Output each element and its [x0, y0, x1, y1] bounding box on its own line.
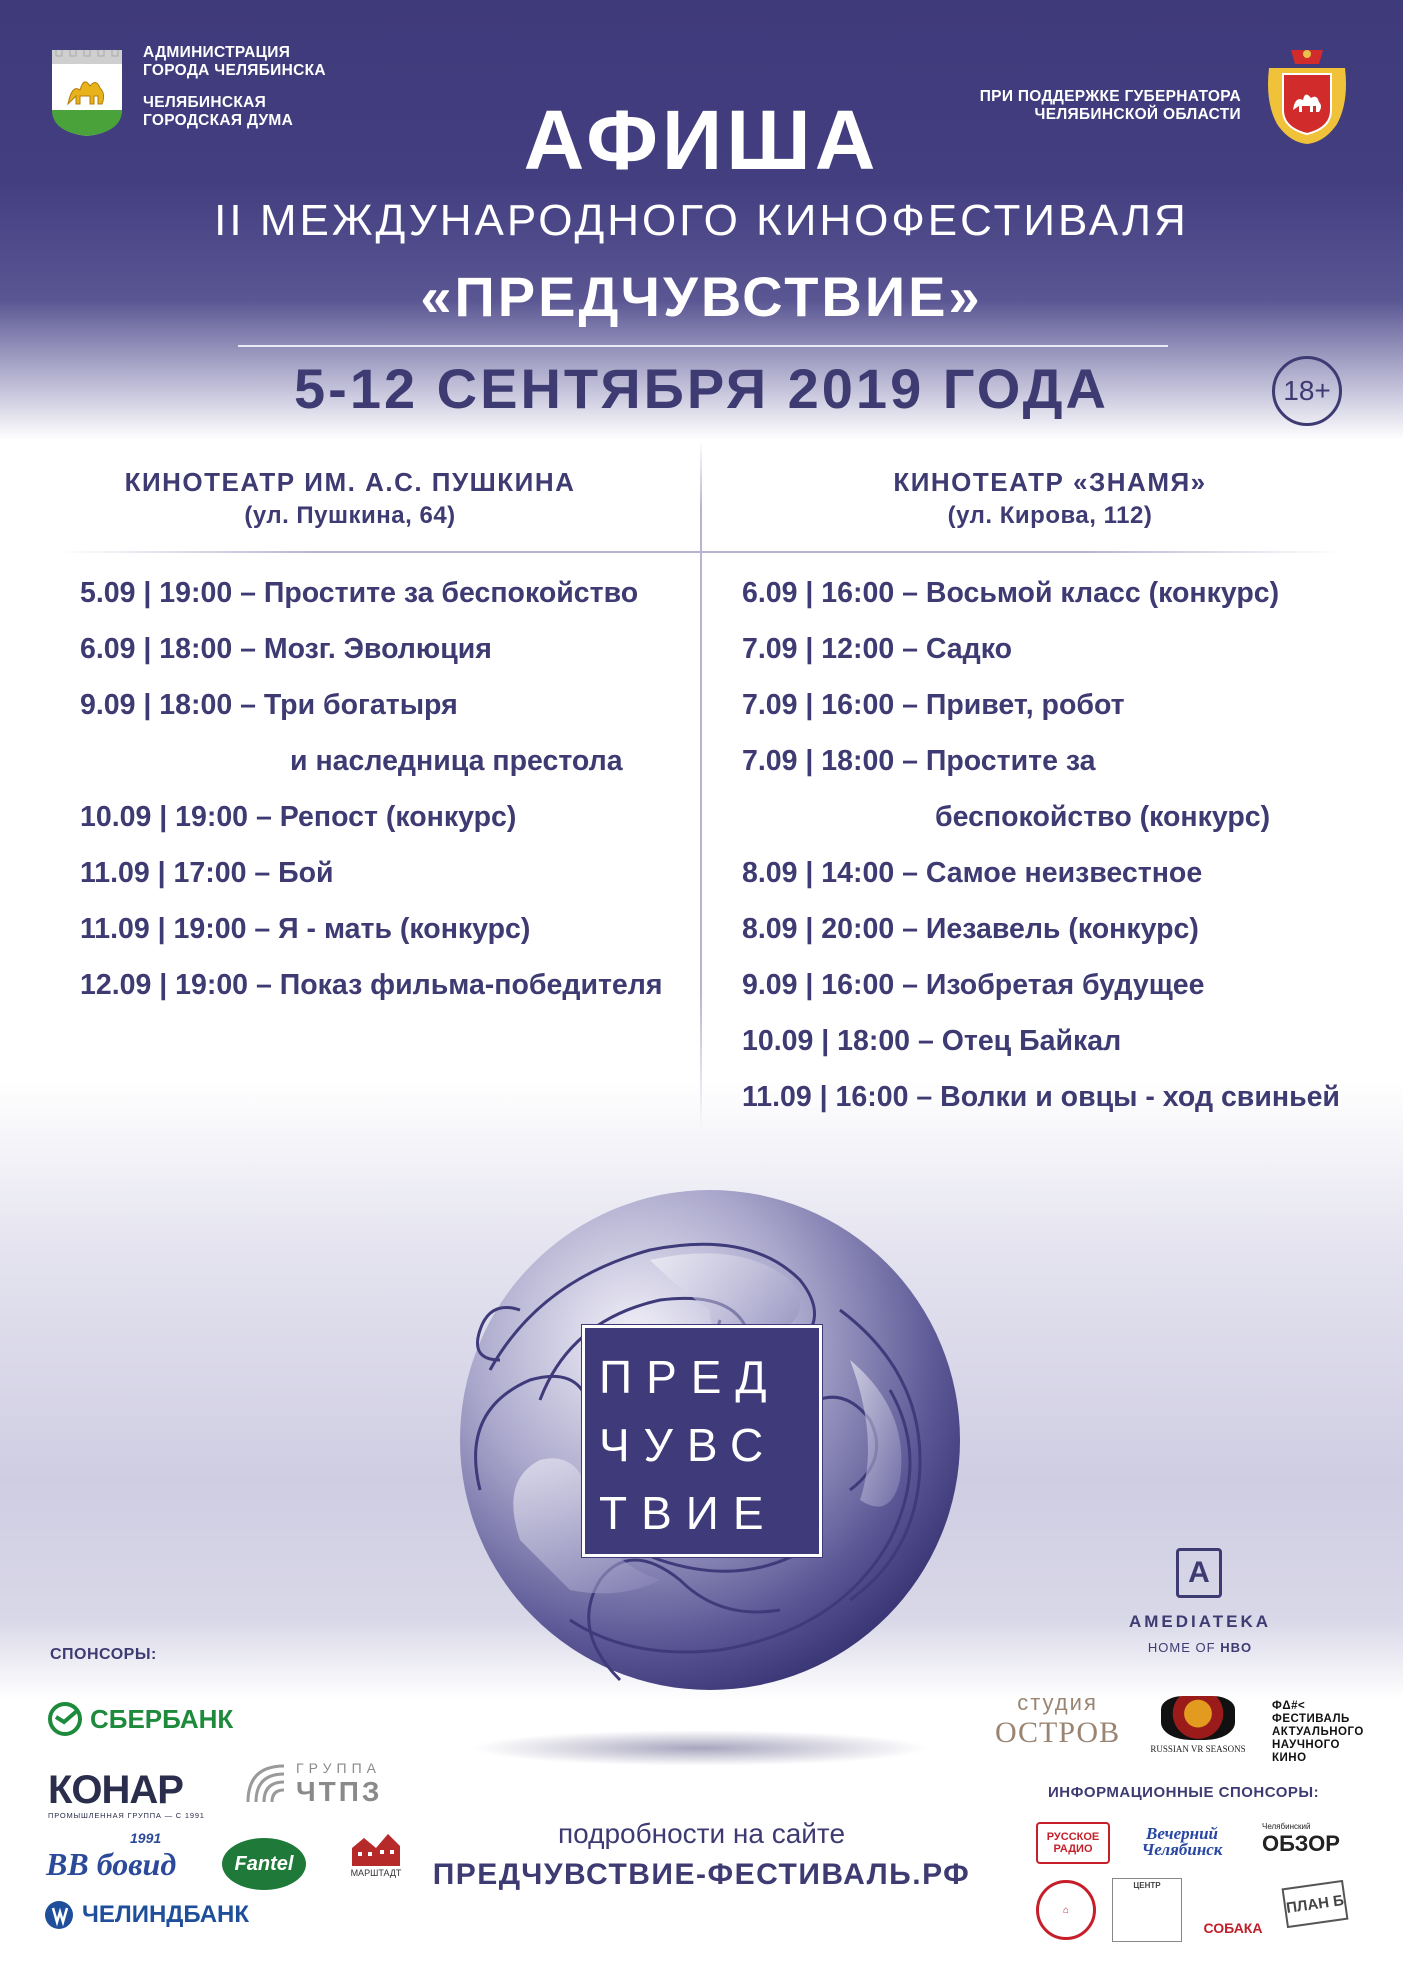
fantel-logo: Fantel: [222, 1838, 306, 1890]
russian-vr-seasons-logo: [1146, 1696, 1250, 1754]
screening-item: 10.09 | 19:00 – Репост (конкурс): [80, 801, 517, 833]
chtpz-group-label: ГРУППА: [296, 1760, 381, 1776]
screening-item: 7.09 | 16:00 – Привет, робот: [742, 689, 1125, 721]
sponsors-label: СПОНСОРЫ:: [50, 1646, 157, 1663]
konar-logo: [48, 1768, 205, 1820]
marshtadt-name: МАРШТАДТ: [350, 1868, 402, 1878]
amediateka-subtitle: [1110, 1640, 1290, 1655]
screening-item-continuation: беспокойство (конкурс): [935, 801, 1271, 833]
governor-support-line-1: ПРИ ПОДДЕРЖКЕ ГУБЕРНАТОРА: [979, 88, 1241, 105]
column-divider: [700, 440, 702, 1130]
fak-line: КИНО: [1272, 1752, 1307, 1764]
ostrov-studio-logo: [995, 1690, 1120, 1750]
governor-support-line-2: ЧЕЛЯБИНСКОЙ ОБЛАСТИ: [1034, 106, 1241, 123]
city-admin-line-1: АДМИНИСТРАЦИЯ: [143, 44, 291, 61]
chelindbank-icon: [44, 1900, 74, 1930]
city-duma-line-2: ГОРОДСКАЯ ДУМА: [143, 112, 294, 129]
age-rating-badge: 18+: [1272, 356, 1342, 426]
konar-tagline: ПРОМЫШЛЕННАЯ ГРУППА — С 1991: [48, 1811, 205, 1820]
hbo-logo: HBO: [1220, 1640, 1253, 1655]
screening-item: 11.09 | 16:00 – Волки и овцы - ход свиньей: [742, 1081, 1340, 1113]
divider-line: [238, 345, 1168, 347]
rvr-name: RUSSIAN VR SEASONS: [1150, 1744, 1246, 1754]
chtpz-icon: [244, 1762, 288, 1806]
chtpz-name: ЧТПЗ: [296, 1776, 383, 1807]
screening-item: 12.09 | 19:00 – Показ фильма-победителя: [80, 969, 663, 1001]
chelindbank-logo: [44, 1900, 249, 1930]
screening-item: 9.09 | 16:00 – Изобретая будущее: [742, 969, 1205, 1001]
bobid-year: 1991: [130, 1830, 162, 1846]
russkoe-radio-logo: РУССКОЕ РАДИО: [1036, 1822, 1110, 1864]
cinema-address: (ул. Кирова, 112): [947, 502, 1153, 529]
fak-line: АКТУАЛЬНОГО: [1272, 1726, 1364, 1738]
chelindbank-name: ЧЕЛИНДБАНК: [82, 1901, 250, 1928]
media-emblem-icon: ⌂: [1036, 1880, 1096, 1940]
festival-website-link[interactable]: ПРЕДЧУВСТВИЕ-ФЕСТИВАЛЬ.РФ: [432, 1858, 971, 1891]
plan-b-logo: ПЛАН Б: [1282, 1880, 1349, 1928]
screening-item: 8.09 | 14:00 – Самое неизвестное: [742, 857, 1203, 889]
schedule-znamya: [742, 565, 1340, 1125]
obzor-top: Челябинский: [1262, 1822, 1311, 1831]
fak-festival-logo: [1272, 1700, 1382, 1765]
sobaka-logo: СОБАКА: [1203, 1920, 1263, 1936]
sberbank-logo: [48, 1702, 233, 1736]
screening-item: 11.09 | 17:00 – Бой: [80, 857, 334, 889]
festival-subtitle: II МЕЖДУНАРОДНОГО КИНОФЕСТИВАЛЯ: [214, 196, 1189, 245]
screening-item: 5.09 | 19:00 – Простите за беспокойство: [80, 577, 639, 609]
city-duma-line-1: ЧЕЛЯБИНСКАЯ: [143, 94, 267, 111]
russian-vr-seasons-icon: [1161, 1696, 1235, 1740]
festival-name: «ПРЕДЧУВСТВИЕ»: [420, 265, 983, 328]
vecherniy-chelyabinsk-logo: Вечерний Челябинск: [1141, 1824, 1223, 1859]
schedule-pushkin: [80, 565, 663, 1013]
details-text: подробности на сайте: [557, 1818, 846, 1849]
poster-title: АФИША: [523, 93, 880, 187]
cinema-znamya-header: [760, 465, 1340, 533]
screening-item: 11.09 | 19:00 – Я - мать (конкурс): [80, 913, 531, 945]
header-divider: [60, 551, 1340, 553]
chtpz-logo: [244, 1760, 382, 1808]
ostrov-name: ОСТРОВ: [995, 1716, 1121, 1749]
sberbank-icon: [48, 1702, 82, 1736]
fak-line: ФΔ#<: [1272, 1700, 1306, 1712]
konar-name: КОНАР: [48, 1768, 183, 1812]
ostrov-top: студия: [1017, 1690, 1098, 1715]
cinema-name: КИНОТЕАТР «ЗНАМЯ»: [893, 467, 1207, 497]
screening-item: 7.09 | 18:00 – Простите за: [742, 745, 1096, 777]
wordmark-row: ТВИЕ: [599, 1487, 778, 1539]
amediateka-name: AMEDIATEKA: [1128, 1612, 1272, 1631]
fak-line: НАУЧНОГО: [1272, 1739, 1340, 1751]
screening-item: 9.09 | 18:00 – Три богатыря: [80, 689, 458, 721]
fak-line: ФЕСТИВАЛЬ: [1272, 1713, 1350, 1725]
center-logo: ЦЕНТР: [1112, 1878, 1182, 1942]
amediateka-logo-icon: A: [1176, 1548, 1222, 1598]
screening-item: 10.09 | 18:00 – Отец Байкал: [742, 1025, 1122, 1057]
cinema-pushkin-header: [60, 465, 640, 533]
screening-item-continuation: и наследница престола: [290, 745, 623, 777]
screening-item: 8.09 | 20:00 – Иезавель (конкурс): [742, 913, 1199, 945]
screening-item: 7.09 | 12:00 – Садко: [742, 633, 1013, 665]
wordmark-row: ЧУВС: [599, 1419, 778, 1471]
sberbank-name: СБЕРБАНК: [90, 1703, 234, 1734]
festival-wordmark: [582, 1325, 822, 1557]
amediateka-sub-prefix: HOME OF: [1147, 1640, 1216, 1655]
cinema-name: КИНОТЕАТР ИМ. А.С. ПУШКИНА: [124, 467, 576, 497]
wordmark-row: ПРЕД: [599, 1351, 781, 1403]
cinema-address: (ул. Пушкина, 64): [244, 502, 456, 529]
festival-dates: 5-12 СЕНТЯБРЯ 2019 ГОДА: [294, 357, 1109, 420]
city-admin-line-2: ГОРОДА ЧЕЛЯБИНСКА: [143, 62, 326, 79]
obzor-name: ОБЗОР: [1262, 1831, 1340, 1856]
screening-item: 6.09 | 16:00 – Восьмой класс (конкурс): [742, 577, 1280, 609]
info-sponsors-label: ИНФОРМАЦИОННЫЕ СПОНСОРЫ:: [1048, 1784, 1320, 1801]
bobid-name: ВВ бовид: [46, 1846, 177, 1882]
sphere-shadow: [470, 1730, 930, 1766]
screening-item: 6.09 | 18:00 – Мозг. Эволюция: [80, 633, 492, 665]
